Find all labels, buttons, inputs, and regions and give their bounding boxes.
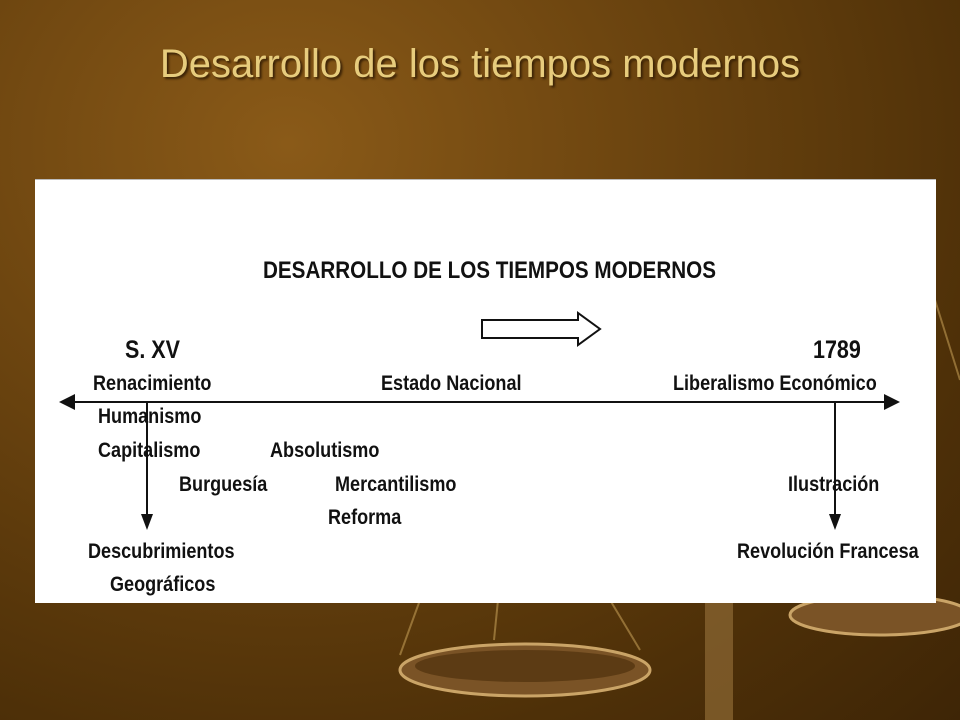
center-item-absolutismo: Absolutismo [270,439,380,462]
timeline-label-estado-nacional: Estado Nacional [381,372,522,395]
start-label: S. XV [125,336,180,364]
center-item-reforma: Reforma [328,506,402,529]
center-item-mercantilismo: Mercantilismo [335,473,457,496]
left-item-humanismo: Humanismo [98,405,202,428]
right-result: Revolución Francesa [737,540,919,563]
center-item-burguesia: Burguesía [179,473,268,496]
left-result-line1: Descubrimientos [88,540,235,563]
right-down-arrowhead [829,514,841,530]
direction-arrow [482,313,600,345]
timeline-left-arrowhead [59,394,75,410]
slide-title: Desarrollo de los tiempos modernos [159,42,801,86]
right-item-ilustracion: Ilustración [788,473,880,496]
timeline-label-renacimiento: Renacimiento [93,372,212,395]
diagram-panel [35,179,936,603]
timeline-label-liberalismo: Liberalismo Económico [673,372,877,395]
end-label: 1789 [813,336,861,364]
left-item-capitalismo: Capitalismo [98,439,201,462]
left-down-arrowhead [141,514,153,530]
left-result-line2: Geográficos [110,573,216,596]
timeline-right-arrowhead [884,394,900,410]
diagram-heading: DESARROLLO DE LOS TIEMPOS MODERNOS [263,257,716,284]
